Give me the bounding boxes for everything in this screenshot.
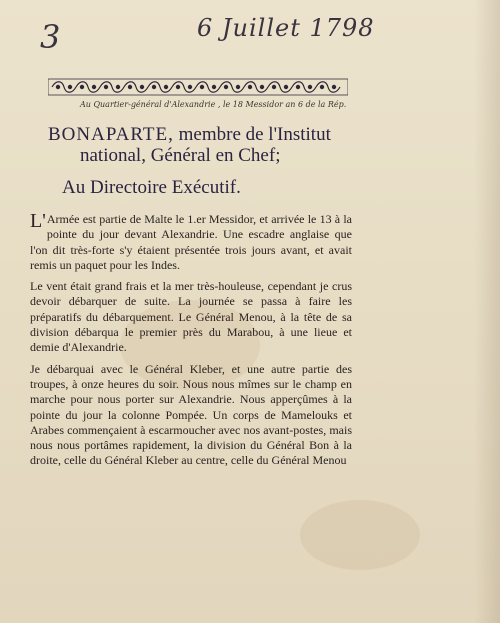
author-name: BONAPARTE, — [48, 124, 174, 145]
paragraph: Je débarquai avec le Général Kleber, et une autre partie des troupes, à onze heures du soir. Nous nous mîmes sur le champ en marche pour nous porter sur Alexandrie. Nous apperçûmes à la pointe du jour la colonne Pompée. Un corps de Mamelouks et Arabes commençaient à escarmoucher avec nos avant-postes, mais nous nous portâmes rapidement, la division du Général Bon à la droite, celle du Général Kleber au centre, celle du Général Menou — [30, 361, 352, 468]
dateline: Au Quartier-général d'Alexandrie , le 18 Messidor an 6 de la Rép. — [80, 100, 347, 109]
handwritten-date: 6 Juillet 1798 — [197, 14, 375, 42]
addressee: Au Directoire Exécutif. — [62, 177, 241, 198]
paper-stain — [300, 500, 420, 570]
letter-body — [30, 212, 352, 475]
ornamental-border-icon — [48, 78, 348, 96]
handwritten-page-number: 3 — [40, 18, 61, 56]
author-title-line1: membre de l'Institut — [173, 124, 331, 145]
document-heading — [48, 124, 368, 166]
paragraph: Le vent était grand frais et la mer très-houleuse, cependant je crus devoir débarquer de suite. La journée se passa à faire les préparatifs du débarquement. Le Général Menou, à la tête de sa division débarqua le premier près du Marabou, à une lieue et demie d'Alexandrie. — [30, 279, 352, 355]
author-title-line2: national, Général en Chef; — [80, 145, 281, 166]
paragraph: L'Armée est partie de Malte le 1.er Messidor, et arrivée le 13 à la pointe du jour devant Alexandrie. Une escadre anglaise que l'on dit très-forte s'y étaient présentée trois jours avant, et avait remis un paquet pour les Indes. — [30, 210, 352, 272]
page-edge-shadow — [474, 0, 500, 623]
